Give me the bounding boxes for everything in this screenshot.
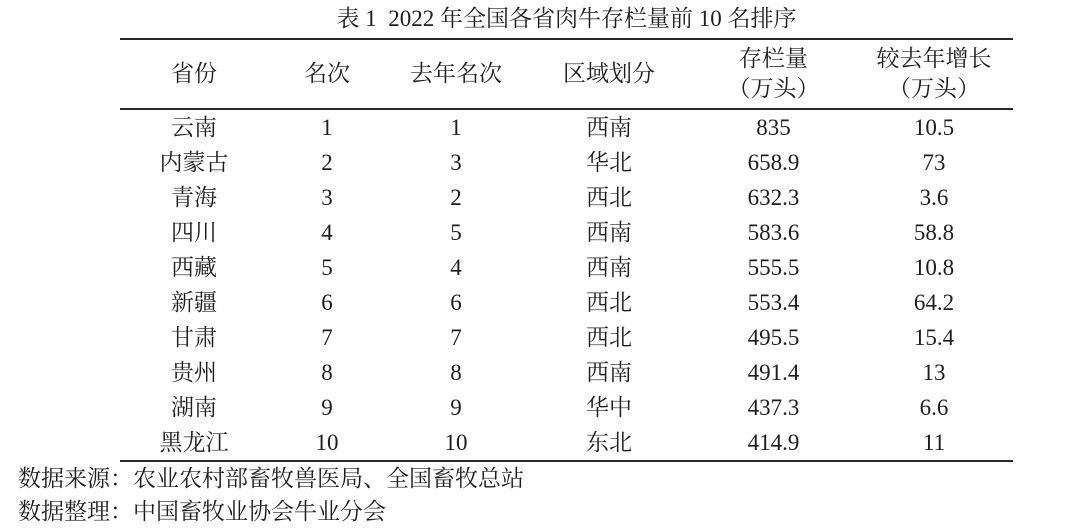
table-row — [120, 355, 1013, 390]
table-cell: 10 — [315, 430, 339, 455]
table-row — [120, 145, 1013, 180]
table-cell: 73 — [922, 150, 946, 175]
table-cell: 583.6 — [747, 220, 800, 245]
table-cell: 8 — [450, 360, 462, 385]
table-cell: 4 — [450, 255, 462, 280]
table-cell: 8 — [321, 360, 333, 385]
table-row — [120, 390, 1013, 425]
column-header-rank — [268, 39, 386, 109]
table-cell: 贵州 — [171, 360, 217, 385]
table-cell: 11 — [922, 430, 946, 455]
table-cell: 华北 — [586, 150, 632, 175]
table-row — [120, 285, 1013, 320]
column-header-label: 存栏量 — [739, 46, 808, 71]
column-header-inventory — [692, 39, 855, 109]
table-header — [120, 39, 1013, 109]
table-cell: 3 — [450, 150, 462, 175]
column-header-last-year-rank — [386, 39, 526, 109]
table-row — [120, 109, 1013, 145]
table-cell: 437.3 — [747, 395, 800, 420]
table-cell: 黑龙江 — [159, 430, 229, 455]
table-cell: 6 — [321, 290, 333, 315]
table-cell: 东北 — [586, 430, 632, 455]
column-header-unit: （万头） — [888, 76, 980, 101]
column-header-label: 省份 — [171, 61, 217, 86]
table-cell: 632.3 — [747, 185, 800, 210]
table-cell: 4 — [321, 220, 333, 245]
table-cell: 10.8 — [913, 255, 955, 280]
footnote-data-compiler: 数据整理：中国畜牧业协会牛业分会 — [18, 499, 386, 524]
table-cell: 云南 — [171, 115, 217, 140]
table-cell: 5 — [450, 220, 462, 245]
table-cell: 2 — [450, 185, 462, 210]
table-cell: 491.4 — [747, 360, 800, 385]
table-cell: 6.6 — [919, 395, 949, 420]
table-cell: 1 — [450, 115, 462, 140]
table-cell: 西北 — [586, 290, 632, 315]
table-cell: 3 — [321, 185, 333, 210]
table-cell: 西北 — [586, 325, 632, 350]
table-cell: 835 — [756, 115, 791, 140]
table-cell: 甘肃 — [171, 325, 217, 350]
table-cell: 13 — [922, 360, 946, 385]
footnote-data-source: 数据来源：农业农村部畜牧兽医局、全国畜牧总站 — [18, 466, 524, 491]
table-title: 表 1 2022 年全国各省肉牛存栏量前 10 名排序 — [336, 6, 797, 31]
table-cell: 658.9 — [747, 150, 800, 175]
table-cell: 湖南 — [171, 395, 217, 420]
table-cell: 10 — [444, 430, 468, 455]
header-row — [120, 39, 1013, 109]
table-cell: 7 — [321, 325, 333, 350]
table-cell: 青海 — [171, 185, 217, 210]
column-header-label: 区域划分 — [563, 61, 655, 86]
table-cell: 西南 — [586, 220, 632, 245]
table-cell: 553.4 — [747, 290, 800, 315]
column-header-label: 去年名次 — [410, 61, 502, 86]
table-cell: 495.5 — [747, 325, 800, 350]
footnotes — [18, 462, 524, 528]
table-cell: 西北 — [586, 185, 632, 210]
column-header-province — [120, 39, 268, 109]
table-cell: 西南 — [586, 255, 632, 280]
table-cell: 9 — [321, 395, 333, 420]
table-row — [120, 180, 1013, 215]
table-cell: 四川 — [171, 220, 217, 245]
ranking-table — [120, 38, 1013, 462]
table-body — [120, 109, 1013, 461]
table-cell: 7 — [450, 325, 462, 350]
table-cell: 华中 — [586, 395, 632, 420]
table-row — [120, 320, 1013, 355]
column-header-label: 名次 — [304, 61, 350, 86]
column-header-label: 较去年增长 — [876, 46, 992, 71]
table-cell: 10.5 — [913, 115, 955, 140]
table-row — [120, 425, 1013, 461]
table-cell: 15.4 — [913, 325, 955, 350]
column-header-region — [526, 39, 692, 109]
table-cell: 555.5 — [747, 255, 800, 280]
table-row — [120, 215, 1013, 250]
table-cell: 2 — [321, 150, 333, 175]
table-cell: 414.9 — [747, 430, 800, 455]
column-header-growth — [855, 39, 1013, 109]
table-cell: 3.6 — [919, 185, 949, 210]
table-cell: 5 — [321, 255, 333, 280]
table-cell: 西藏 — [171, 255, 217, 280]
table-cell: 9 — [450, 395, 462, 420]
column-header-unit: （万头） — [727, 76, 820, 101]
table-cell: 1 — [321, 115, 333, 140]
table-cell: 64.2 — [913, 290, 955, 315]
table-cell: 58.8 — [913, 220, 955, 245]
table-cell: 西南 — [586, 360, 632, 385]
table-cell: 西南 — [586, 115, 632, 140]
table-row — [120, 250, 1013, 285]
table-cell: 内蒙古 — [159, 150, 229, 175]
table-cell: 6 — [450, 290, 462, 315]
table-cell: 新疆 — [171, 290, 217, 315]
